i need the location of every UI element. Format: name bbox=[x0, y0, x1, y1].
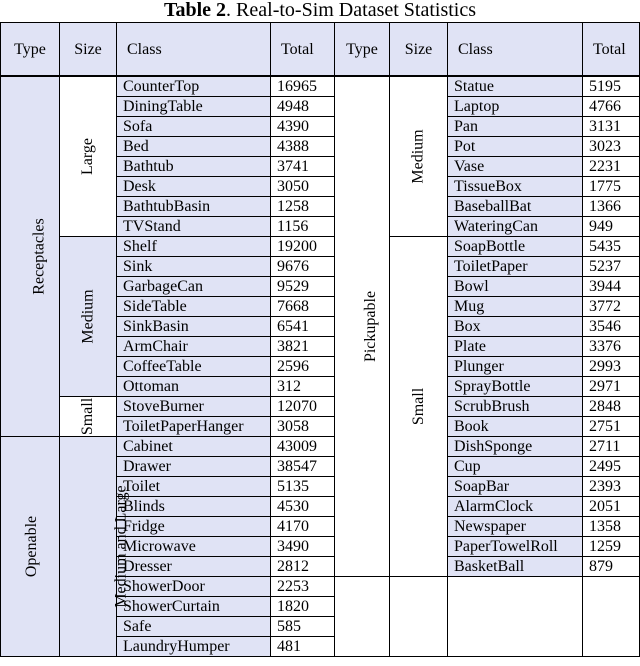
size-medium bbox=[60, 237, 117, 397]
right-class-cell: DishSponge bbox=[448, 437, 583, 457]
left-class-cell: StoveBurner bbox=[117, 397, 271, 417]
left-total-cell: 4388 bbox=[271, 137, 335, 157]
size-medium-and-large bbox=[60, 437, 130, 657]
left-total-cell: 3058 bbox=[271, 417, 335, 437]
right-total-cell: 2495 bbox=[583, 457, 640, 477]
left-total-cell: 2812 bbox=[271, 557, 335, 577]
right-total-cell: 2971 bbox=[583, 377, 640, 397]
right-class-cell: Bowl bbox=[448, 277, 583, 297]
left-total-cell: 4948 bbox=[271, 97, 335, 117]
left-class-cell: ToiletPaperHanger bbox=[117, 417, 271, 437]
dataset-statistics-table bbox=[0, 22, 640, 657]
right-class-cell: ToiletPaper bbox=[448, 257, 583, 277]
left-class-cell: LaundryHumper bbox=[117, 637, 271, 657]
table-body bbox=[1, 76, 640, 657]
right-class-cell: SoapBottle bbox=[448, 237, 583, 257]
left-total-cell: 2596 bbox=[271, 357, 335, 377]
caption-text: . Real-to-Sim Dataset Statistics bbox=[226, 0, 477, 21]
type-openable-label: Openable bbox=[23, 515, 41, 578]
type-pickupable-label: Pickupable bbox=[362, 290, 380, 363]
left-total-cell: 1820 bbox=[271, 597, 335, 617]
header-total-left: Total bbox=[271, 23, 335, 77]
right-class-cell: SprayBottle bbox=[448, 377, 583, 397]
table-row bbox=[1, 397, 640, 417]
right-class-cell: Laptop bbox=[448, 97, 583, 117]
right-total-cell: 2751 bbox=[583, 417, 640, 437]
left-class-cell: Microwave bbox=[117, 537, 271, 557]
left-class-cell: CounterTop bbox=[117, 76, 271, 97]
right-class-cell: ScrubBrush bbox=[448, 397, 583, 417]
right-total-cell: 2051 bbox=[583, 497, 640, 517]
size-medium-and-large-label: Medium and Large bbox=[112, 485, 130, 608]
empty-total-cell bbox=[583, 577, 640, 657]
size-small-label: Small bbox=[79, 397, 97, 436]
right-class-cell: AlarmClock bbox=[448, 497, 583, 517]
header-class-left: Class bbox=[117, 23, 271, 77]
right-total-cell: 2993 bbox=[583, 357, 640, 377]
left-total-cell: 9529 bbox=[271, 277, 335, 297]
right-total-cell: 3546 bbox=[583, 317, 640, 337]
left-total-cell: 1258 bbox=[271, 197, 335, 217]
left-total-cell: 4530 bbox=[271, 497, 335, 517]
right-total-cell: 3376 bbox=[583, 337, 640, 357]
left-total-cell: 9676 bbox=[271, 257, 335, 277]
left-class-cell: Bathtub bbox=[117, 157, 271, 177]
left-class-cell: Dresser bbox=[117, 557, 271, 577]
empty-class-cell bbox=[448, 577, 583, 657]
right-class-cell: Mug bbox=[448, 297, 583, 317]
right-total-cell: 1358 bbox=[583, 517, 640, 537]
right-total-cell: 2848 bbox=[583, 397, 640, 417]
right-class-cell: Box bbox=[448, 317, 583, 337]
size-small bbox=[60, 397, 117, 437]
left-class-cell: Sofa bbox=[117, 117, 271, 137]
left-class-cell: ShowerCurtain bbox=[117, 597, 271, 617]
right-total-cell: 2711 bbox=[583, 437, 640, 457]
left-total-cell: 3050 bbox=[271, 177, 335, 197]
left-total-cell: 16965 bbox=[271, 76, 335, 97]
right-total-cell: 5195 bbox=[583, 76, 640, 97]
table-row bbox=[1, 437, 640, 457]
right-total-cell: 5237 bbox=[583, 257, 640, 277]
left-total-cell: 3741 bbox=[271, 157, 335, 177]
caption-label: Table 2 bbox=[163, 0, 227, 21]
right-total-cell: 2393 bbox=[583, 477, 640, 497]
size-empty bbox=[390, 577, 448, 657]
right-class-cell: Statue bbox=[448, 76, 583, 97]
right-total-cell: 5435 bbox=[583, 237, 640, 257]
right-total-cell: 2231 bbox=[583, 157, 640, 177]
right-class-cell: BaseballBat bbox=[448, 197, 583, 217]
left-class-cell: Cabinet bbox=[117, 437, 271, 457]
size-pick-small bbox=[390, 237, 448, 577]
left-class-cell: SideTable bbox=[117, 297, 271, 317]
right-class-cell: SoapBar bbox=[448, 477, 583, 497]
size-pick-small-label: Small bbox=[410, 387, 427, 426]
left-class-cell: Toilet bbox=[117, 477, 271, 497]
size-large-label: Large bbox=[79, 137, 97, 176]
right-class-cell: Plunger bbox=[448, 357, 583, 377]
left-total-cell: 7668 bbox=[271, 297, 335, 317]
right-class-cell: Book bbox=[448, 417, 583, 437]
right-class-cell: Pan bbox=[448, 117, 583, 137]
right-total-cell: 1259 bbox=[583, 537, 640, 557]
left-total-cell: 4390 bbox=[271, 117, 335, 137]
size-medium-label: Medium bbox=[79, 289, 97, 344]
left-total-cell: 3821 bbox=[271, 337, 335, 357]
left-class-cell: ArmChair bbox=[117, 337, 271, 357]
right-class-cell: Newspaper bbox=[448, 517, 583, 537]
right-total-cell: 3772 bbox=[583, 297, 640, 317]
left-total-cell: 1156 bbox=[271, 217, 335, 237]
left-class-cell: DiningTable bbox=[117, 97, 271, 117]
type-receptacles bbox=[1, 76, 60, 437]
right-class-cell: Vase bbox=[448, 157, 583, 177]
table-caption bbox=[0, 0, 640, 22]
type-receptacles-label: Receptacles bbox=[30, 218, 48, 295]
table-row bbox=[1, 237, 640, 257]
right-class-cell: WateringCan bbox=[448, 217, 583, 237]
left-class-cell: TVStand bbox=[117, 217, 271, 237]
table-row bbox=[1, 76, 640, 97]
left-class-cell: Fridge bbox=[117, 517, 271, 537]
left-total-cell: 12070 bbox=[271, 397, 335, 417]
size-pick-medium bbox=[390, 76, 448, 237]
left-total-cell: 481 bbox=[271, 637, 335, 657]
left-total-cell: 19200 bbox=[271, 237, 335, 257]
type-pickupable bbox=[335, 76, 390, 577]
left-total-cell: 6541 bbox=[271, 317, 335, 337]
right-total-cell: 949 bbox=[583, 217, 640, 237]
left-class-cell: Blinds bbox=[117, 497, 271, 517]
left-total-cell: 4170 bbox=[271, 517, 335, 537]
header-type-right: Type bbox=[335, 23, 390, 77]
left-class-cell: BathtubBasin bbox=[117, 197, 271, 217]
left-class-cell: CoffeeTable bbox=[117, 357, 271, 377]
left-class-cell: Safe bbox=[117, 617, 271, 637]
left-total-cell: 3490 bbox=[271, 537, 335, 557]
left-total-cell: 312 bbox=[271, 377, 335, 397]
header-size-right: Size bbox=[390, 23, 448, 77]
right-class-cell: Cup bbox=[448, 457, 583, 477]
header-size-left: Size bbox=[60, 23, 117, 77]
left-total-cell: 5135 bbox=[271, 477, 335, 497]
right-class-cell: PaperTowelRoll bbox=[448, 537, 583, 557]
right-class-cell: Pot bbox=[448, 137, 583, 157]
left-total-cell: 38547 bbox=[271, 457, 335, 477]
right-total-cell: 879 bbox=[583, 557, 640, 577]
right-total-cell: 3944 bbox=[583, 277, 640, 297]
left-class-cell: ShowerDoor bbox=[117, 577, 271, 597]
type-openable bbox=[1, 437, 60, 657]
left-class-cell: SinkBasin bbox=[117, 317, 271, 337]
left-class-cell: Desk bbox=[117, 177, 271, 197]
left-class-cell: Drawer bbox=[117, 457, 271, 477]
left-total-cell: 43009 bbox=[271, 437, 335, 457]
left-class-cell: Sink bbox=[117, 257, 271, 277]
size-large bbox=[60, 76, 117, 237]
left-class-cell: GarbageCan bbox=[117, 277, 271, 297]
left-class-cell: Shelf bbox=[117, 237, 271, 257]
size-pick-medium-label: Medium bbox=[410, 129, 427, 184]
header-class-right: Class bbox=[448, 23, 583, 77]
right-total-cell: 1366 bbox=[583, 197, 640, 217]
right-class-cell: TissueBox bbox=[448, 177, 583, 197]
right-total-cell: 4766 bbox=[583, 97, 640, 117]
right-total-cell: 3023 bbox=[583, 137, 640, 157]
right-class-cell: Plate bbox=[448, 337, 583, 357]
right-total-cell: 1775 bbox=[583, 177, 640, 197]
empty-type-cell bbox=[335, 577, 390, 657]
right-total-cell: 3131 bbox=[583, 117, 640, 137]
left-class-cell: Bed bbox=[117, 137, 271, 157]
left-class-cell: Ottoman bbox=[117, 377, 271, 397]
left-total-cell: 2253 bbox=[271, 577, 335, 597]
header-total-right: Total bbox=[583, 23, 640, 77]
header-row bbox=[1, 23, 640, 77]
header-type-left: Type bbox=[1, 23, 60, 77]
left-total-cell: 585 bbox=[271, 617, 335, 637]
right-class-cell: BasketBall bbox=[448, 557, 583, 577]
